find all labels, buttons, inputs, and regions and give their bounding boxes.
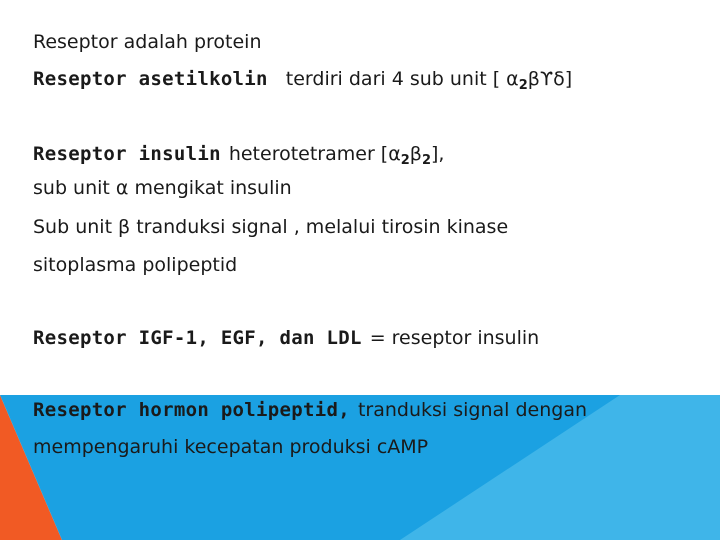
text-line-acetylcholine-receptor bbox=[33, 67, 572, 98]
receptor-protein-text: Reseptor adalah protein bbox=[33, 31, 262, 53]
insulin-receptor-label: Reseptor insulin bbox=[33, 143, 221, 165]
text-line-receptor-protein bbox=[33, 30, 262, 54]
igf-egf-ldl-receptor-label: Reseptor IGF-1, EGF, dan LDL bbox=[33, 327, 362, 349]
alpha-subscript: 2 bbox=[518, 78, 528, 93]
cytoplasm-text: sitoplasma polipeptid bbox=[33, 254, 238, 276]
heterotetramer-text-end: ], bbox=[430, 143, 445, 165]
text-line-hormone-receptor bbox=[33, 398, 587, 422]
hormone-polypeptide-receptor-label: Reseptor hormon polipeptid, bbox=[33, 399, 350, 421]
beta-subscript: 2 bbox=[421, 153, 431, 168]
beta-symbol: β bbox=[409, 143, 422, 165]
acetylcholine-subunit-text: terdiri dari 4 sub unit [ α bbox=[285, 68, 519, 90]
text-line-igf-receptor bbox=[33, 326, 539, 350]
equals-insulin-receptor-text: = reseptor insulin bbox=[369, 327, 540, 349]
signal-transduction-text: tranduksi signal dengan bbox=[357, 399, 588, 421]
camp-production-text: mempengaruhi kecepatan produksi cAMP bbox=[33, 436, 429, 458]
alpha-subunit-text: sub unit α mengikat insulin bbox=[33, 177, 292, 199]
text-line-beta-subunit bbox=[33, 215, 508, 239]
beta-subunit-text: Sub unit β tranduksi signal , melalui tirosin kinase bbox=[33, 216, 509, 238]
acetylcholine-subunit-text-end: βϒδ] bbox=[527, 68, 573, 90]
text-line-alpha-subunit bbox=[33, 176, 292, 200]
acetylcholine-receptor-label: Reseptor asetilkolin bbox=[33, 68, 268, 90]
text-line-cytoplasm bbox=[33, 253, 237, 277]
text-line-insulin-receptor bbox=[33, 142, 444, 173]
heterotetramer-text: heterotetramer [α bbox=[228, 143, 401, 165]
text-line-camp bbox=[33, 435, 428, 459]
alpha-subscript-2: 2 bbox=[400, 153, 410, 168]
